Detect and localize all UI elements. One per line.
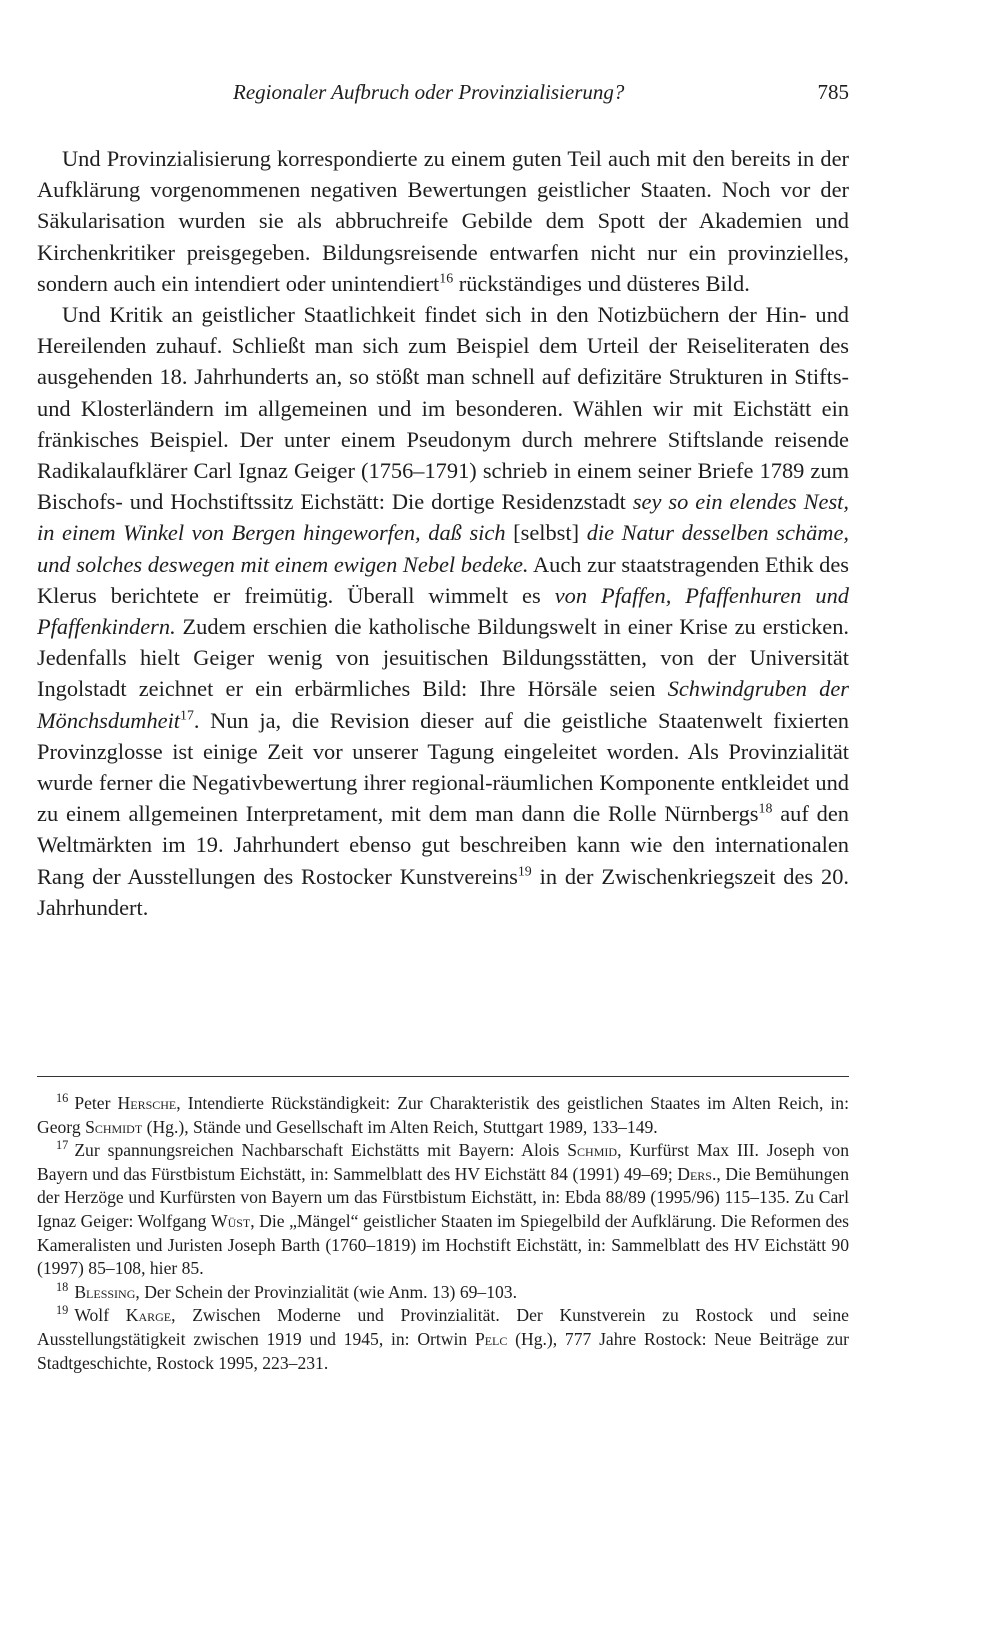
footnote-divider	[37, 1076, 849, 1077]
quote: die Natur desselben schäme, und solches deswegen mit einem ewigen Nebel bedeke.	[37, 520, 849, 577]
text-run: Und Kritik an geistlicher Staatlichkeit findet sich in den Notizbüchern der Hin- und Hereilenden zuhauf. Schließt man sich zum Beispiel dem Urteil der Reiseliteraten des ausgehenden 18. Jahrhunderts an, so stößt man schnell auf defizitäre Strukturen in Stifts- und Klosterländern im allgemeinen und im besonderen. Wählen wir mit Eichstätt ein fränkisches Beispiel. Der unter einem Pseudonym durch mehrere Stiftslande reisende Radikalaufklärer Carl Ignaz Geiger (1756–1791) schrieb in einem seiner Briefe 1789 zum Bischofs- und Hochstiftssitz Eichstätt: Die dortige Residenzstadt	[37, 302, 849, 515]
text-run: [selbst]	[505, 520, 587, 546]
text-run: , Zwischen Moderne und Provinzialität. Der Kunstverein zu Rostock und seine Ausstellungstätigkeit zwischen 1919 und 1945, in: Ortwin	[37, 1305, 849, 1349]
quote: Schwindgruben der Mönchsdumheit	[37, 676, 849, 733]
footnote-number: 18	[56, 1279, 69, 1294]
text-run: rückständiges und düsteres Bild.	[453, 270, 750, 296]
text-run: Auch zur staatstragenden Ethik des Klerus berichtete er freimütig. Überall wimmelt es	[37, 551, 850, 608]
footnote-16	[37, 1092, 849, 1139]
text-run: Zur spannungsreichen Nachbarschaft Eichstätts mit Bayern: Alois	[74, 1140, 568, 1161]
page-number: 785	[817, 80, 849, 104]
text-run: , Die Bemühungen der Herzöge und Kurfürsten von Bayern um das Fürstbistum Eichstätt, in: Ebda 88/89 (1995/96) 115–135. Zu Carl Ignaz Geiger: Wolfgang	[37, 1163, 849, 1231]
text-run: (Hg.), Stände und Gesellschaft im Alten Reich, Stuttgart 1989, 133–149.	[142, 1116, 658, 1137]
footnote-18	[37, 1281, 849, 1305]
running-header	[37, 80, 849, 110]
quote: von Pfaffen, Pfaffenhuren und Pfaffenkindern.	[37, 582, 849, 640]
footnote-ref-16: 16	[439, 271, 454, 287]
author-name: Schmid	[567, 1140, 618, 1161]
footnotes	[37, 1092, 849, 1375]
footnote-ref-18: 18	[758, 801, 773, 817]
paragraph-1	[37, 143, 849, 299]
text-run: auf den Weltmärkten im 19. Jahrhundert ebenso gut beschreiben kann wie den internationalen Rang der Ausstellungen des Rostocker Kunstvereins	[37, 801, 849, 889]
text-run: Und Provinzialisierung korrespondierte zu einem guten Teil auch mit den bereits in der Aufklärung vorgenommenen negativen Bewertungen geistlicher Staaten. Noch vor der Säkularisation wurden sie als abbruchreife Gebilde dem Spott der Akademien und Kirchenkritiker preisgegeben. Bildungsreisende entwarfen nicht nur ein provinzielles, sondern auch ein intendiert oder unintendiert	[37, 146, 849, 296]
author-name: Schmidt	[85, 1116, 143, 1137]
main-text	[37, 143, 849, 923]
footnote-17	[37, 1139, 849, 1281]
author-name: Karge	[125, 1305, 172, 1326]
author-name: Hersche	[117, 1093, 177, 1113]
text-run: Wolf	[74, 1305, 126, 1326]
text-run: . Nun ja, die Revision dieser auf die geistliche Staatenwelt fixierten Provinzglosse ist einige Zeit vor unserer Tagung eingeleitet worden. Als Provinzialität wurde ferner die Negativbewertung ihrer regional-räumlichen Komponente entkleidet und zu einem allgemeinen Interpretament, mit dem man dann die Rolle Nürnbergs	[37, 707, 849, 827]
author-name: Blessing	[74, 1281, 136, 1302]
footnote-ref-19: 19	[517, 864, 532, 880]
text-run: (Hg.), 777 Jahre Rostock: Neue Beiträge zur Stadtgeschichte, Rostock 1995, 223–231.	[37, 1328, 849, 1373]
author-name: Ders.	[677, 1163, 717, 1184]
text-run: , Die „Mängel“ geistlicher Staaten im Spiegelbild der Aufklärung. Die Reformen des Kameralisten und Juristen Joseph Barth (1760–1819) im Hochstift Eichstätt, in: Sammelblatt des HV Eichstätt 90 (1997) 85–108, hier 85.	[37, 1210, 849, 1279]
quote: sey so ein elendes Nest, in einem Winkel von Bergen hingeworfen, daß sich	[37, 489, 849, 546]
footnote-19	[37, 1304, 849, 1375]
text-run: , Kurfürst Max III. Joseph von Bayern und das Fürstbistum Eichstätt, in: Sammelblatt des HV Eichstätt 84 (1991) 49–69;	[37, 1140, 849, 1184]
text-run: Peter	[74, 1093, 118, 1113]
text-run: Zudem erschien die katholische Bildungswelt in einer Krise zu ersticken. Jedenfalls hielt Geiger wenig von jesuitischen Bildungsstätten, von der Universität Ingolstadt zeichnet er ein erbärmliches Bild: Ihre Hörsäle seien	[37, 614, 849, 702]
author-name: Wüst	[210, 1210, 251, 1231]
text-run: , Der Schein der Provinzialität (wie Anm. 13) 69–103.	[135, 1281, 517, 1302]
footnote-number: 17	[56, 1138, 69, 1153]
footnote-number: 19	[56, 1303, 69, 1318]
footnote-ref-17: 17	[180, 708, 194, 724]
footnote-number: 16	[56, 1091, 69, 1106]
paragraph-2	[37, 299, 849, 923]
running-title: Regionaler Aufbruch oder Provinzialisierung?	[233, 80, 625, 104]
text-run: , Intendierte Rückständigkeit: Zur Charakteristik des geistlichen Staates im Alten Reich, in: Georg	[37, 1093, 849, 1137]
author-name: Pelc	[474, 1328, 508, 1349]
text-run: in der Zwischenkriegszeit des 20. Jahrhundert.	[37, 863, 849, 920]
